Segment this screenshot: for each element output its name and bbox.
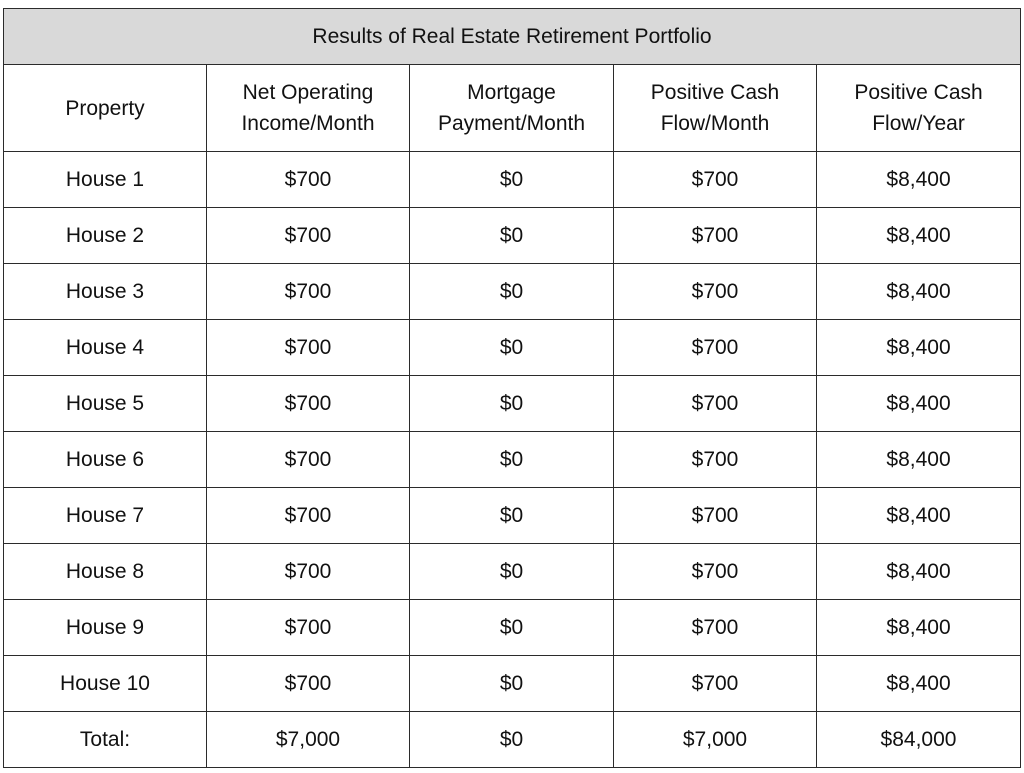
cell-cash-flow-year: $8,400 <box>817 264 1021 320</box>
column-header-row <box>4 65 1021 152</box>
cell-cash-flow-year: $8,400 <box>817 432 1021 488</box>
cell-noi: $700 <box>207 376 410 432</box>
cell-property: House 7 <box>4 488 207 544</box>
cell-mortgage: $0 <box>410 152 614 208</box>
cell-cash-flow-month: $700 <box>614 152 817 208</box>
header-cash-flow-month: Positive Cash Flow/Month <box>614 65 817 152</box>
cell-property: House 10 <box>4 656 207 712</box>
total-cash-flow-year: $84,000 <box>817 712 1021 768</box>
table-row <box>4 488 1021 544</box>
cell-property: House 1 <box>4 152 207 208</box>
total-noi: $7,000 <box>207 712 410 768</box>
header-net-operating-income: Net Operating Income/Month <box>207 65 410 152</box>
cell-mortgage: $0 <box>410 488 614 544</box>
cell-property: House 5 <box>4 376 207 432</box>
cell-noi: $700 <box>207 152 410 208</box>
total-label: Total: <box>4 712 207 768</box>
cell-cash-flow-month: $700 <box>614 656 817 712</box>
cell-cash-flow-year: $8,400 <box>817 656 1021 712</box>
table-row <box>4 600 1021 656</box>
header-cash-flow-year: Positive Cash Flow/Year <box>817 65 1021 152</box>
cell-cash-flow-year: $8,400 <box>817 544 1021 600</box>
cell-noi: $700 <box>207 600 410 656</box>
cell-mortgage: $0 <box>410 264 614 320</box>
cell-cash-flow-month: $700 <box>614 264 817 320</box>
cell-mortgage: $0 <box>410 656 614 712</box>
cell-mortgage: $0 <box>410 600 614 656</box>
table-row <box>4 264 1021 320</box>
table-row <box>4 208 1021 264</box>
cell-cash-flow-year: $8,400 <box>817 488 1021 544</box>
cell-mortgage: $0 <box>410 208 614 264</box>
cell-cash-flow-year: $8,400 <box>817 152 1021 208</box>
cell-property: House 6 <box>4 432 207 488</box>
cell-mortgage: $0 <box>410 376 614 432</box>
cell-cash-flow-month: $700 <box>614 320 817 376</box>
portfolio-results-table <box>3 8 1021 768</box>
header-property: Property <box>4 65 207 152</box>
total-cash-flow-month: $7,000 <box>614 712 817 768</box>
header-mortgage-payment: Mortgage Payment/Month <box>410 65 614 152</box>
cell-cash-flow-month: $700 <box>614 376 817 432</box>
cell-cash-flow-month: $700 <box>614 208 817 264</box>
cell-mortgage: $0 <box>410 320 614 376</box>
table-title-row <box>4 9 1021 65</box>
cell-cash-flow-year: $8,400 <box>817 376 1021 432</box>
cell-noi: $700 <box>207 656 410 712</box>
cell-property: House 3 <box>4 264 207 320</box>
cell-property: House 4 <box>4 320 207 376</box>
table-row <box>4 656 1021 712</box>
table-title: Results of Real Estate Retirement Portfolio <box>4 9 1021 65</box>
cell-cash-flow-year: $8,400 <box>817 320 1021 376</box>
table-row <box>4 432 1021 488</box>
cell-noi: $700 <box>207 320 410 376</box>
total-mortgage: $0 <box>410 712 614 768</box>
cell-noi: $700 <box>207 264 410 320</box>
table-row <box>4 376 1021 432</box>
cell-noi: $700 <box>207 544 410 600</box>
cell-property: House 2 <box>4 208 207 264</box>
total-row <box>4 712 1021 768</box>
cell-mortgage: $0 <box>410 432 614 488</box>
cell-property: House 9 <box>4 600 207 656</box>
table-row <box>4 152 1021 208</box>
cell-cash-flow-month: $700 <box>614 432 817 488</box>
cell-property: House 8 <box>4 544 207 600</box>
cell-cash-flow-month: $700 <box>614 600 817 656</box>
cell-cash-flow-month: $700 <box>614 544 817 600</box>
cell-cash-flow-year: $8,400 <box>817 208 1021 264</box>
cell-noi: $700 <box>207 432 410 488</box>
cell-cash-flow-year: $8,400 <box>817 600 1021 656</box>
cell-noi: $700 <box>207 208 410 264</box>
table-row <box>4 544 1021 600</box>
table-row <box>4 320 1021 376</box>
cell-mortgage: $0 <box>410 544 614 600</box>
cell-cash-flow-month: $700 <box>614 488 817 544</box>
cell-noi: $700 <box>207 488 410 544</box>
